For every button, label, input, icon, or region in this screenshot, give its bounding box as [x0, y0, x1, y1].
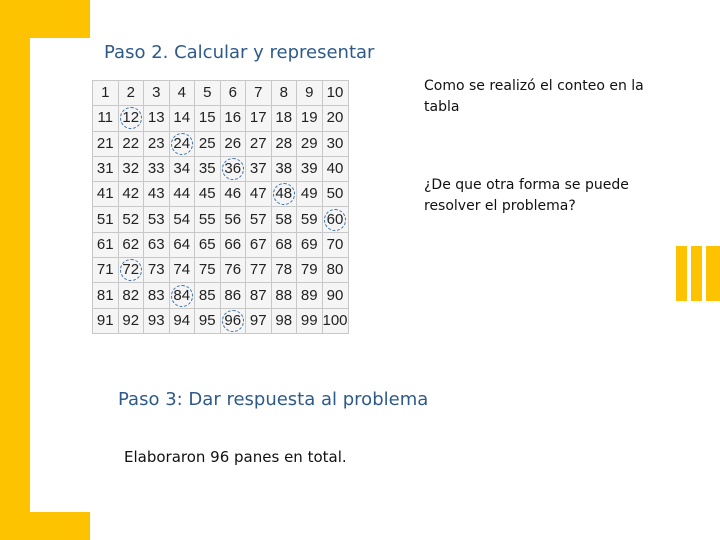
cell-number: 34 [173, 160, 191, 178]
table-row [93, 258, 349, 283]
table-cell [297, 81, 323, 106]
table-cell [144, 81, 170, 106]
table-cell [271, 156, 297, 181]
top-accent-block [30, 0, 90, 38]
table-cell [93, 81, 119, 106]
table-cell [322, 182, 348, 207]
cell-number: 11 [97, 109, 114, 127]
table-cell [246, 232, 272, 257]
table-cell [297, 258, 323, 283]
table-cell [169, 232, 195, 257]
answer-text: Elaboraron 96 panes en total. [124, 448, 347, 466]
cell-number: 86 [224, 286, 242, 304]
cell-number: 72 [120, 259, 142, 281]
table-cell-circled [118, 258, 144, 283]
cell-number: 17 [249, 109, 267, 127]
table-row [93, 232, 349, 257]
cell-number: 62 [122, 235, 140, 253]
cell-number: 43 [147, 185, 165, 203]
cell-number: 19 [300, 109, 318, 127]
table-cell [220, 131, 246, 156]
cell-number: 53 [147, 210, 165, 228]
cell-number: 89 [300, 286, 318, 304]
cell-number: 4 [177, 84, 186, 102]
table-cell [118, 131, 144, 156]
cell-number: 47 [249, 185, 267, 203]
cell-number: 94 [173, 311, 191, 329]
cell-number: 36 [222, 158, 244, 180]
cell-number: 91 [96, 311, 114, 329]
cell-number: 42 [122, 185, 140, 203]
cell-number: 24 [171, 133, 193, 155]
table-cell [246, 81, 272, 106]
table-cell [297, 232, 323, 257]
cell-number: 75 [198, 261, 216, 279]
cell-number: 31 [96, 160, 114, 178]
table-cell [169, 207, 195, 232]
cell-number: 12 [120, 107, 142, 129]
table-cell [220, 106, 246, 131]
cell-number: 85 [198, 286, 216, 304]
cell-number: 25 [198, 134, 216, 152]
cell-number: 60 [324, 209, 346, 231]
cell-number: 16 [224, 109, 242, 127]
table-cell [93, 182, 119, 207]
note-conteo: Como se realizó el conteo en la tabla [424, 78, 644, 115]
cell-number: 45 [198, 185, 216, 203]
cell-number: 56 [224, 210, 242, 228]
table-cell-circled [169, 283, 195, 308]
table-cell [220, 232, 246, 257]
table-cell-circled [220, 156, 246, 181]
cell-number: 90 [326, 286, 344, 304]
table-cell [144, 308, 170, 333]
bottom-accent-block [30, 512, 90, 540]
table-cell [118, 156, 144, 181]
cell-number: 70 [326, 235, 344, 253]
cell-number: 35 [198, 160, 216, 178]
cell-number: 100 [322, 311, 348, 329]
cell-number: 57 [249, 210, 267, 228]
cell-number: 44 [173, 185, 191, 203]
table-cell [144, 232, 170, 257]
cell-number: 28 [275, 134, 293, 152]
table-cell [169, 156, 195, 181]
table-row [93, 106, 349, 131]
table-cell [246, 182, 272, 207]
table-cell [246, 106, 272, 131]
table-cell [322, 81, 348, 106]
cell-number: 73 [147, 261, 165, 279]
table-cell [271, 81, 297, 106]
cell-number: 26 [224, 134, 242, 152]
table-row [93, 308, 349, 333]
table-cell [93, 131, 119, 156]
table-cell [93, 106, 119, 131]
table-row [93, 131, 349, 156]
table-cell [195, 81, 221, 106]
cell-number: 71 [96, 261, 114, 279]
cell-number: 64 [173, 235, 191, 253]
cell-number: 50 [326, 185, 344, 203]
cell-number: 66 [224, 235, 242, 253]
table-cell [246, 258, 272, 283]
cell-number: 2 [126, 84, 135, 102]
cell-number: 8 [279, 84, 288, 102]
cell-number: 48 [273, 183, 295, 205]
cell-number: 95 [198, 311, 216, 329]
cell-number: 83 [147, 286, 165, 304]
cell-number: 6 [228, 84, 237, 102]
table-cell [144, 258, 170, 283]
cell-number: 21 [96, 134, 114, 152]
cell-number: 39 [300, 160, 318, 178]
table-cell-circled [322, 207, 348, 232]
cell-number: 59 [300, 210, 318, 228]
cell-number: 9 [305, 84, 314, 102]
table-cell [93, 308, 119, 333]
table-cell [271, 283, 297, 308]
cell-number: 1 [101, 84, 110, 102]
cell-number: 92 [122, 311, 140, 329]
cell-number: 99 [300, 311, 318, 329]
table-cell [220, 81, 246, 106]
left-accent-bar [0, 0, 30, 540]
cell-number: 40 [326, 160, 344, 178]
table-cell [144, 182, 170, 207]
cell-number: 5 [203, 84, 212, 102]
cell-number: 63 [147, 235, 165, 253]
cell-number: 33 [147, 160, 165, 178]
step2-title: Paso 2. Calcular y representar [104, 42, 375, 63]
table-cell [297, 283, 323, 308]
table-cell [118, 232, 144, 257]
table-cell [246, 283, 272, 308]
table-cell [297, 308, 323, 333]
table-cell [271, 131, 297, 156]
table-cell [169, 81, 195, 106]
cell-number: 97 [249, 311, 267, 329]
table-cell [169, 182, 195, 207]
table-cell [271, 106, 297, 131]
cell-number: 29 [300, 134, 318, 152]
cell-number: 76 [224, 261, 242, 279]
table-cell [195, 182, 221, 207]
table-cell [169, 258, 195, 283]
table-cell [297, 207, 323, 232]
table-cell [246, 156, 272, 181]
cell-number: 14 [173, 109, 191, 127]
cell-number: 81 [96, 286, 114, 304]
table-row [93, 207, 349, 232]
cell-number: 51 [96, 210, 114, 228]
cell-number: 15 [198, 109, 216, 127]
table-cell [144, 106, 170, 131]
table-cell [322, 258, 348, 283]
cell-number: 69 [300, 235, 318, 253]
table-cell [118, 207, 144, 232]
cell-number: 49 [300, 185, 318, 203]
cell-number: 23 [147, 134, 165, 152]
cell-number: 22 [122, 134, 140, 152]
cell-number: 96 [222, 310, 244, 332]
table-cell [271, 258, 297, 283]
cell-number: 46 [224, 185, 242, 203]
table-cell [93, 258, 119, 283]
table-cell-circled [169, 131, 195, 156]
cell-number: 54 [173, 210, 191, 228]
deco-stripe-2 [691, 246, 702, 301]
cell-number: 82 [122, 286, 140, 304]
table-cell [322, 156, 348, 181]
table-cell [297, 106, 323, 131]
table-cell [220, 283, 246, 308]
table-cell [195, 258, 221, 283]
table-cell [220, 207, 246, 232]
table-cell [169, 106, 195, 131]
cell-number: 3 [152, 84, 161, 102]
step3-title: Paso 3: Dar respuesta al problema [118, 389, 429, 410]
cell-number: 10 [326, 84, 344, 102]
table-cell [118, 283, 144, 308]
cell-number: 37 [249, 160, 267, 178]
cell-number: 68 [275, 235, 293, 253]
table-cell [322, 283, 348, 308]
table-cell [93, 283, 119, 308]
table-cell [144, 283, 170, 308]
table-cell [297, 156, 323, 181]
cell-number: 74 [173, 261, 191, 279]
table-cell-circled [271, 182, 297, 207]
table-cell [322, 232, 348, 257]
cell-number: 79 [300, 261, 318, 279]
cell-number: 61 [96, 235, 114, 253]
table-cell [118, 81, 144, 106]
cell-number: 13 [147, 109, 165, 127]
cell-number: 93 [147, 311, 165, 329]
cell-number: 58 [275, 210, 293, 228]
number-table [92, 80, 349, 334]
deco-stripe-1 [676, 246, 687, 301]
table-cell [271, 207, 297, 232]
table-cell [297, 182, 323, 207]
table-cell [144, 131, 170, 156]
table-cell [93, 156, 119, 181]
cell-number: 67 [249, 235, 267, 253]
table-cell [246, 207, 272, 232]
cell-number: 41 [96, 185, 114, 203]
table-row [93, 156, 349, 181]
cell-number: 65 [198, 235, 216, 253]
table-cell [195, 232, 221, 257]
cell-number: 20 [326, 109, 344, 127]
table-cell [246, 308, 272, 333]
cell-number: 78 [275, 261, 293, 279]
table-cell [118, 308, 144, 333]
table-cell [322, 308, 348, 333]
table-cell [220, 258, 246, 283]
table-cell [297, 131, 323, 156]
table-cell [144, 156, 170, 181]
cell-number: 52 [122, 210, 140, 228]
table-cell [93, 207, 119, 232]
table-cell [195, 131, 221, 156]
table-cell [144, 207, 170, 232]
table-row [93, 81, 349, 106]
cell-number: 30 [326, 134, 344, 152]
table-cell [195, 106, 221, 131]
table-cell [271, 232, 297, 257]
deco-stripe-3 [706, 246, 720, 301]
table-cell [195, 308, 221, 333]
table-cell [93, 232, 119, 257]
cell-number: 18 [275, 109, 293, 127]
table-cell-circled [220, 308, 246, 333]
note-otra-forma: ¿De que otra forma se puede resolver el problema? [424, 177, 629, 214]
cell-number: 87 [249, 286, 267, 304]
cell-number: 84 [171, 285, 193, 307]
table-cell [195, 156, 221, 181]
cell-number: 98 [275, 311, 293, 329]
table-cell [220, 182, 246, 207]
cell-number: 88 [275, 286, 293, 304]
table-cell-circled [118, 106, 144, 131]
table-cell [246, 131, 272, 156]
table-cell [195, 283, 221, 308]
cell-number: 55 [198, 210, 216, 228]
table-cell [271, 308, 297, 333]
cell-number: 27 [249, 134, 267, 152]
table-cell [118, 182, 144, 207]
table-row [93, 283, 349, 308]
table-cell [322, 131, 348, 156]
table-cell [322, 106, 348, 131]
table-row [93, 182, 349, 207]
cell-number: 7 [254, 84, 263, 102]
cell-number: 77 [249, 261, 267, 279]
table-cell [169, 308, 195, 333]
table-cell [195, 207, 221, 232]
cell-number: 32 [122, 160, 140, 178]
cell-number: 80 [326, 261, 344, 279]
cell-number: 38 [275, 160, 293, 178]
